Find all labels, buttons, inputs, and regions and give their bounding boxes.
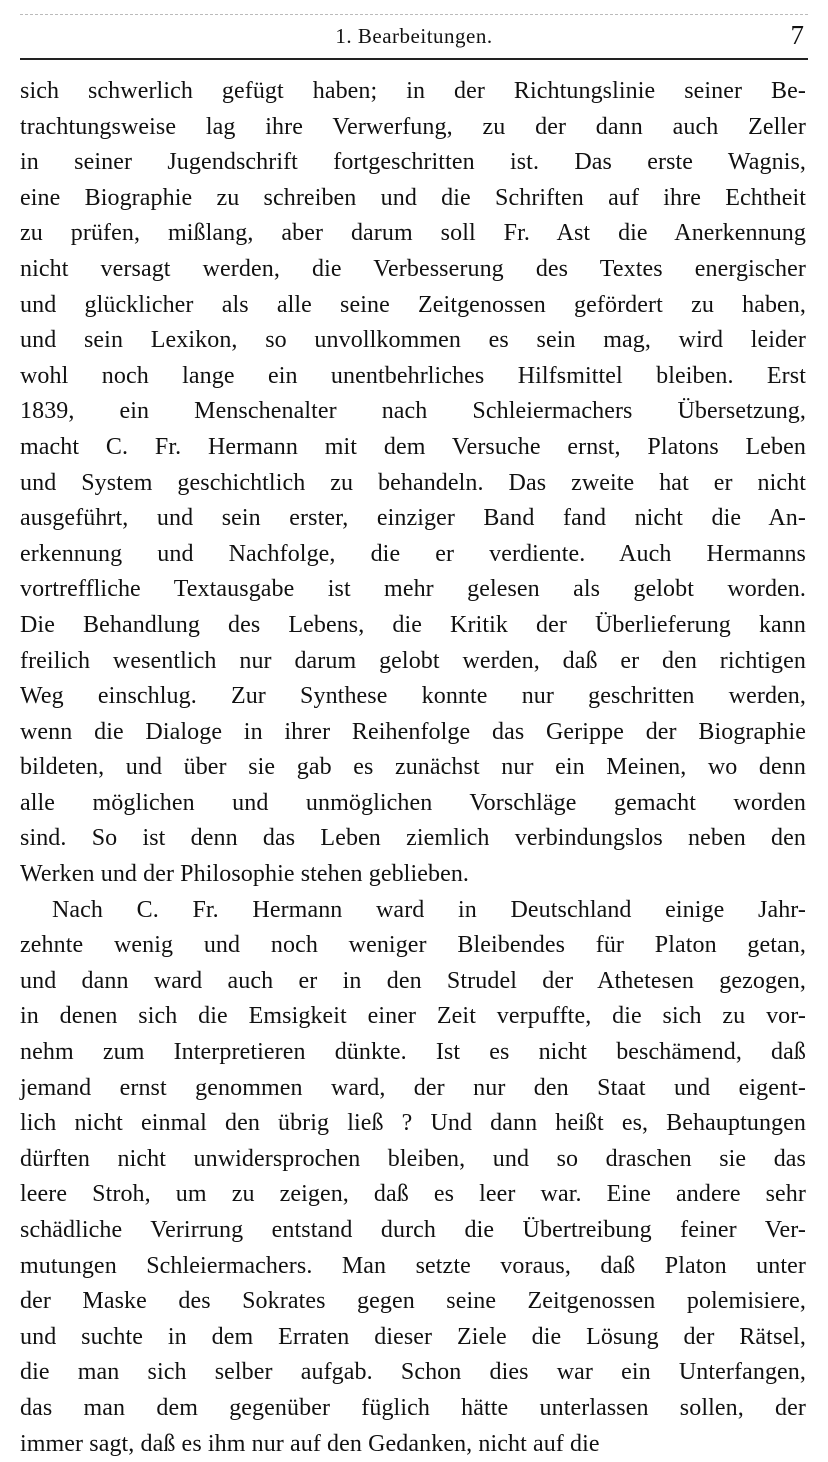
text-line: Nach C. Fr. Hermann ward in Deutschland einige Jahr- (52, 896, 806, 923)
text-line: Die Behandlung des Lebens, die Kritik der Überlieferung kann (20, 611, 806, 638)
body-text (20, 74, 806, 1462)
text-line: macht C. Fr. Hermann mit dem Versuche ernst, Platons Leben (20, 433, 806, 460)
text-line: Weg einschlug. Zur Synthese konnte nur geschritten werden, (20, 683, 806, 710)
text-line: sind. So ist denn das Leben ziemlich verbindungslos neben den (20, 825, 806, 852)
header-top-rule (20, 14, 808, 15)
text-line: ausgeführt, und sein erster, einziger Band fand nicht die An- (20, 505, 806, 532)
text-line: mutungen Schleiermachers. Man setzte voraus, daß Platon unter (20, 1252, 806, 1279)
text-line: wenn die Dialoge in ihrer Reihenfolge das Gerippe der Biographie (20, 718, 806, 745)
text-line: trachtungsweise lag ihre Verwerfung, zu der dann auch Zeller (20, 113, 806, 140)
text-line: schädliche Verirrung entstand durch die Übertreibung feiner Ver- (20, 1217, 806, 1243)
text-line: erkennung und Nachfolge, die er verdiente. Auch Hermanns (20, 540, 806, 567)
text-line: sich schwerlich gefügt haben; in der Richtungslinie seiner Be- (20, 78, 806, 104)
text-line: vortreffliche Textausgabe ist mehr gelesen als gelobt worden. (20, 576, 806, 603)
text-line: jemand ernst genommen ward, der nur den Staat und eigent- (20, 1074, 806, 1101)
text-line: und dann ward auch er in den Strudel der Athetesen gezogen, (20, 967, 806, 994)
text-line: 1839, ein Menschenalter nach Schleiermachers Übersetzung, (20, 398, 806, 425)
paragraph (20, 893, 806, 1462)
text-line: zu prüfen, mißlang, aber darum soll Fr. Ast die Anerkennung (20, 220, 806, 247)
text-line: und suchte in dem Erraten dieser Ziele die Lösung der Rätsel, (20, 1323, 806, 1350)
running-title: 1. Bearbeitungen. (335, 24, 493, 48)
text-line: alle möglichen und unmöglichen Vorschläge gemacht worden (20, 789, 806, 816)
text-line: das man dem gegenüber füglich hätte unterlassen sollen, der (20, 1394, 806, 1421)
text-line: in denen sich die Emsigkeit einer Zeit verpuffte, die sich zu vor- (20, 1003, 806, 1030)
text-line: nicht versagt werden, die Verbesserung des Textes energischer (20, 255, 806, 282)
text-line: dürften nicht unwidersprochen bleiben, und so draschen sie das (20, 1145, 806, 1172)
text-line: eine Biographie zu schreiben und die Schriften auf ihre Echtheit (20, 184, 806, 211)
paragraph (20, 74, 806, 893)
running-header (20, 14, 808, 60)
text-line: freilich wesentlich nur darum gelobt werden, daß er den richtigen (20, 647, 806, 674)
text-line: zehnte wenig und noch weniger Bleibendes für Platon getan, (20, 932, 806, 959)
text-line: lich nicht einmal den übrig ließ ? Und dann heißt es, Behauptungen (20, 1110, 806, 1137)
page-number: 7 (790, 20, 804, 50)
text-line: und glücklicher als alle seine Zeitgenossen gefördert zu haben, (20, 291, 806, 318)
text-line: nehm zum Interpretieren dünkte. Ist es nicht beschämend, daß (20, 1039, 806, 1066)
text-line: und sein Lexikon, so unvollkommen es sein mag, wird leider (20, 327, 806, 354)
text-line: immer sagt, daß es ihm nur auf den Gedanken, nicht auf die (20, 1430, 600, 1457)
text-line: Werken und der Philosophie stehen geblieben. (20, 861, 470, 888)
text-line: wohl noch lange ein unentbehrliches Hilfsmittel bleiben. Erst (20, 362, 806, 389)
text-line: bildeten, und über sie gab es zunächst nur ein Meinen, wo denn (20, 754, 806, 781)
text-line: der Maske des Sokrates gegen seine Zeitgenossen polemisiere, (20, 1288, 806, 1315)
text-line: die man sich selber aufgab. Schon dies war ein Unterfangen, (20, 1359, 806, 1386)
text-line: in seiner Jugendschrift fortgeschritten ist. Das erste Wagnis, (20, 149, 806, 176)
text-line: und System geschichtlich zu behandeln. Das zweite hat er nicht (20, 469, 806, 496)
text-line: leere Stroh, um zu zeigen, daß es leer war. Eine andere sehr (20, 1181, 806, 1208)
